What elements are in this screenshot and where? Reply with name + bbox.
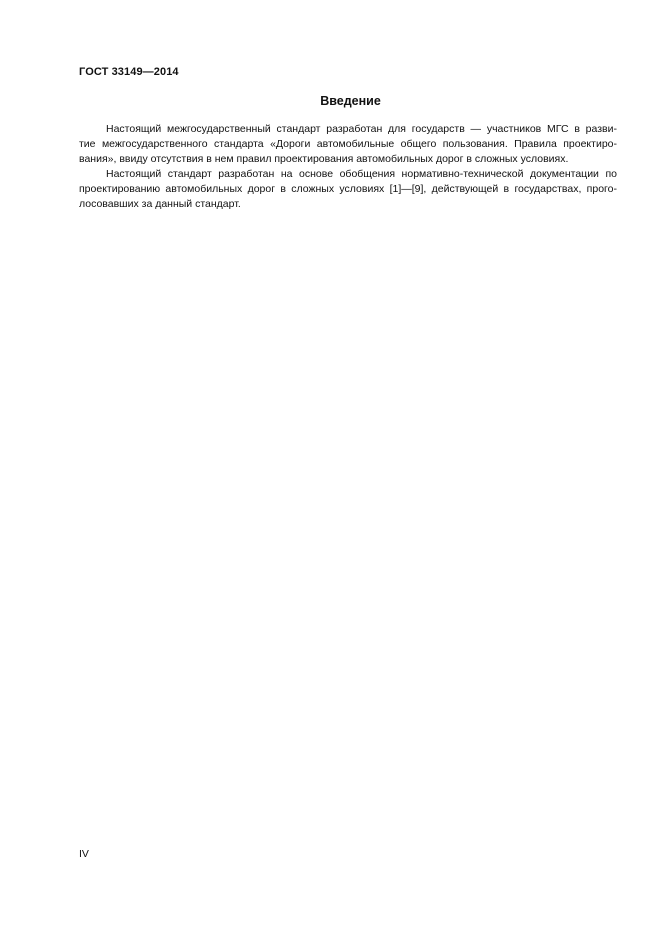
text-line: Настоящий стандарт разработан на основе обобщения нормативно-технической документации по [106, 168, 617, 180]
text-line: вания», ввиду отсутствия в нем правил проектирования автомобильных дорог в сложных условиях. [79, 153, 569, 165]
paragraph-1 [79, 122, 617, 167]
text-line: проектированию автомобильных дорог в сложных условиях [1]—[9], действующей в государствах, прого- [79, 183, 617, 195]
text-line: тие межгосударственного стандарта «Дороги автомобильные общего пользования. Правила проектиро- [79, 138, 617, 150]
paragraph-2 [79, 167, 617, 212]
document-body [79, 122, 617, 212]
text-line: Настоящий межгосударственный стандарт разработан для государств — участников МГС в разви- [106, 123, 617, 135]
document-header: ГОСТ 33149—2014 [79, 66, 179, 78]
page-number: IV [79, 848, 89, 860]
text-line: лосовавших за данный стандарт. [79, 198, 241, 210]
section-title: Введение [320, 94, 381, 108]
